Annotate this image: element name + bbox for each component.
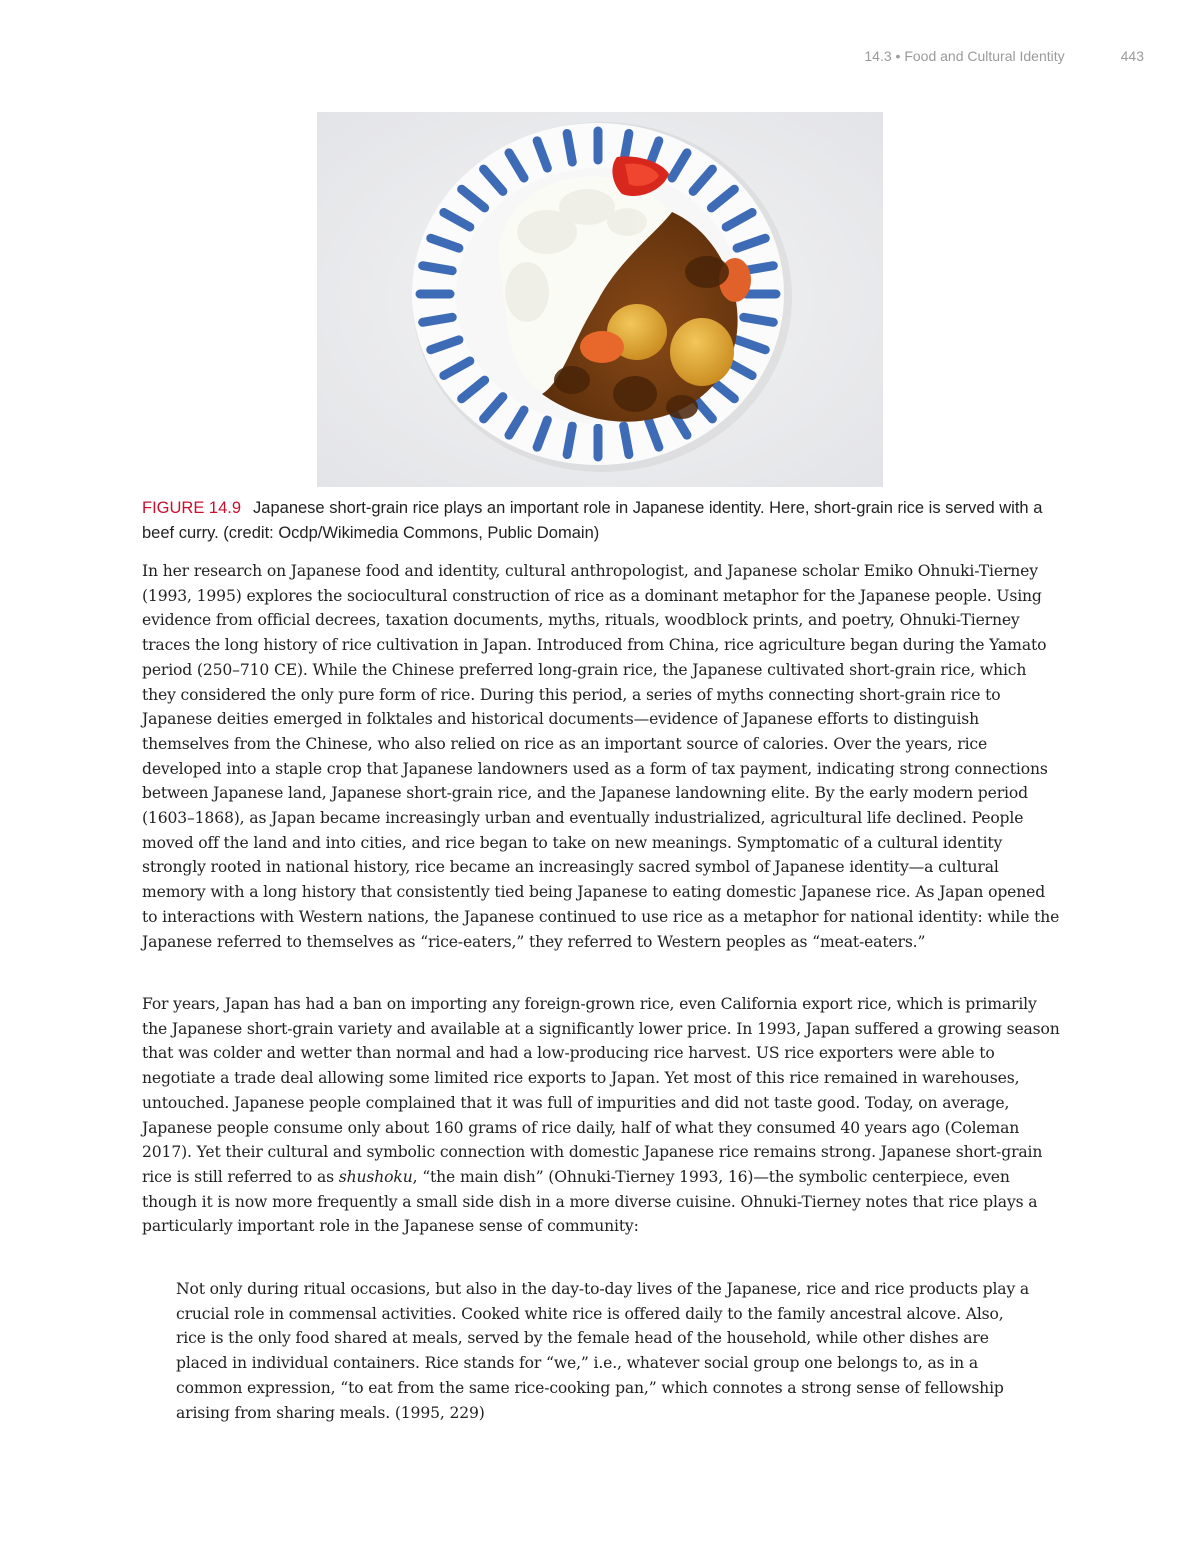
figure-caption-text: Japanese short-grain rice plays an important role in Japanese identity. Here, short-grain rice is served with a beef curry. (credit: Ocdp/Wikimedia Commons, Public Domain) bbox=[142, 499, 1043, 542]
section-title: 14.3 • Food and Cultural Identity bbox=[864, 48, 1065, 64]
running-head bbox=[864, 48, 1144, 64]
paragraph-2-text-before: For years, Japan has had a ban on importing any foreign-grown rice, even California export rice, which is primarily the Japanese short-grain variety and available at a significantly lower price. In 1993, Japan suffered a growing season that was colder and wetter than normal and had a low-producing rice harvest. US rice exporters were able to negotiate a trade deal allowing some limited rice exports to Japan. Yet most of this rice remained in warehouses, untouched. Japanese people complained that it was full of impurities and did not taste good. Today, on average, Japanese people consume only about 160 grams of rice daily, half of what they consumed 40 years ago (Coleman 2017). Yet their cultural and symbolic connection with domestic Japanese rice remains strong. Japanese short-grain rice is still referred to as bbox=[142, 995, 1060, 1186]
figure-label: FIGURE 14.9 bbox=[142, 499, 242, 517]
block-quote: Not only during ritual occasions, but also in the day-to-day lives of the Japanese, rice and rice products play a crucial role in commensal activities. Cooked white rice is offered daily to the family ancestral alcove. Also, rice is the only food shared at meals, served by the female head of the household, while other dishes are placed in individual containers. Rice stands for “we,” i.e., whatever social group one belongs to, as in a common expression, “to eat from the same rice-cooking pan,” which connotes a strong sense of fellowship arising from sharing meals. (1995, 229) bbox=[176, 1280, 1030, 1422]
page-number: 443 bbox=[1120, 48, 1144, 64]
paragraph-2-text-after: , “the main dish” (Ohnuki-Tierney 1993, 16)—the symbolic centerpiece, even though it is now more frequently a small side dish in a more diverse cuisine. Ohnuki-Tierney notes that rice plays a particularly important role in the Japanese sense of community: bbox=[142, 1167, 1038, 1236]
body-paragraph-2 bbox=[142, 992, 1062, 1239]
italic-term: shushoku bbox=[338, 1167, 413, 1186]
figure-photo bbox=[317, 112, 883, 487]
figure-caption bbox=[142, 496, 1062, 546]
body-paragraph-1: In her research on Japanese food and identity, cultural anthropologist, and Japanese scholar Emiko Ohnuki-Tierney (1993, 1995) explores the sociocultural construction of rice as a dominant metaphor for the Japanese people. Using evidence from official decrees, taxation documents, myths, rituals, woodblock prints, and poetry, Ohnuki-Tierney traces the long history of rice cultivation in Japan. Introduced from China, rice agriculture began during the Yamato period (250–710 CE). While the Chinese preferred long-grain rice, the Japanese cultivated short-grain rice, which they considered the only pure form of rice. During this period, a series of myths connecting short-grain rice to Japanese deities emerged in folktales and historical documents—evidence of Japanese efforts to distinguish themselves from the Chinese, who also relied on rice as an important source of calories. Over the years, rice developed into a staple crop that Japanese landowners used as a form of tax payment, indicating strong connections between Japanese land, Japanese short-grain rice, and the Japanese landowning elite. By the early modern period (1603–1868), as Japan became increasingly urban and eventually industrialized, agricultural life declined. People moved off the land and into cities, and rice began to take on new meanings. Symptomatic of a cultural identity strongly rooted in national history, rice became an increasingly sacred symbol of Japanese identity—a cultural memory with a long history that consistently tied being Japanese to eating domestic Japanese rice. As Japan opened to interactions with Western nations, the Japanese continued to use rice as a metaphor for national identity: while the Japanese referred to themselves as “rice-eaters,” they referred to Western peoples as “meat-eaters.” bbox=[142, 562, 1060, 951]
